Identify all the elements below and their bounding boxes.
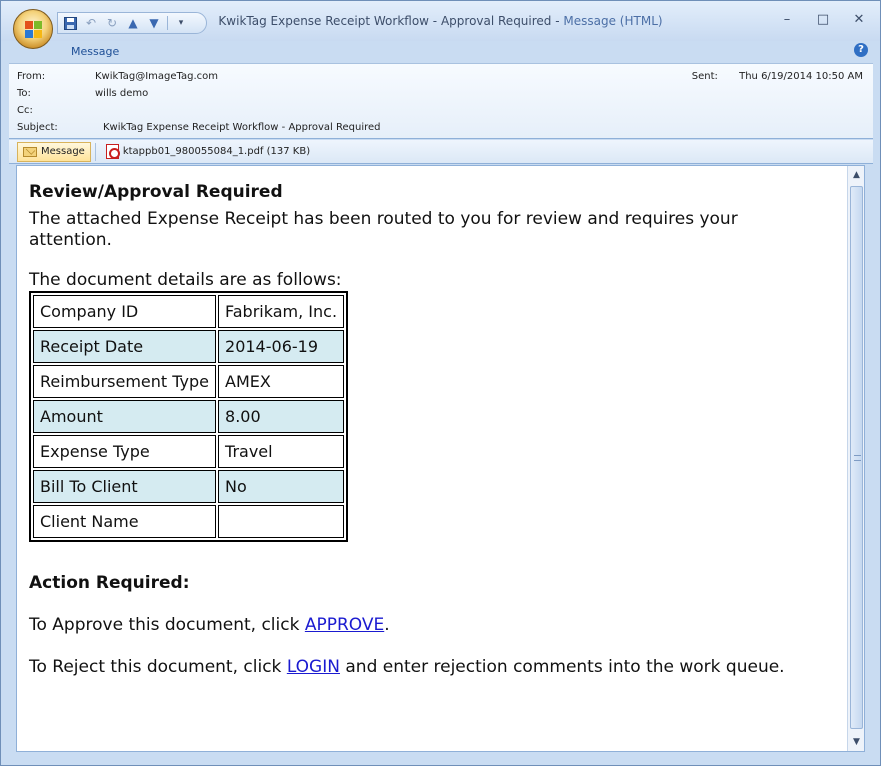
details-intro: The document details are as follows:: [29, 270, 342, 290]
ribbon-tabs: [1, 41, 880, 63]
to-label: To:: [17, 88, 31, 99]
login-link[interactable]: LOGIN: [286, 657, 340, 677]
help-icon[interactable]: ?: [854, 43, 868, 57]
envelope-icon: [23, 147, 37, 157]
detail-key: Reimbursement Type: [33, 365, 216, 398]
detail-key: Amount: [33, 400, 216, 433]
sent-info: [692, 71, 863, 82]
table-row: [33, 330, 344, 363]
save-icon[interactable]: [62, 15, 78, 31]
details-table: [29, 291, 348, 542]
window-title-app-mode: Message (HTML): [563, 14, 663, 28]
message-body-tab-label: Message: [41, 146, 85, 157]
action-heading: Action Required:: [29, 573, 190, 593]
scrollbar-thumb[interactable]: [850, 186, 863, 729]
office-logo-icon: [25, 21, 42, 38]
subject-value: KwikTag Expense Receipt Workflow - Approval Required: [103, 122, 381, 133]
message-body-tab[interactable]: [17, 142, 91, 162]
table-row: [33, 400, 344, 433]
minimize-icon[interactable]: –: [783, 12, 791, 27]
approve-line: [29, 615, 839, 635]
maximize-icon[interactable]: □: [816, 12, 830, 27]
office-button[interactable]: [13, 9, 53, 49]
tab-message[interactable]: Message: [71, 45, 120, 58]
message-body: [16, 165, 865, 752]
close-icon[interactable]: ✕: [853, 12, 865, 27]
approve-link[interactable]: APPROVE: [304, 615, 385, 635]
detail-value: No: [218, 470, 344, 503]
sent-label: Sent:: [691, 71, 718, 82]
detail-key: Expense Type: [33, 435, 216, 468]
window-title-subject: KwikTag Expense Receipt Workflow - Approval Required: [218, 14, 552, 28]
approve-suffix: .: [384, 615, 390, 635]
pdf-attachment[interactable]: [100, 142, 316, 162]
undo-icon[interactable]: ↶: [85, 16, 97, 30]
table-row: [33, 435, 344, 468]
detail-key: Client Name: [33, 505, 216, 538]
vertical-scrollbar[interactable]: [847, 166, 864, 751]
table-row: [33, 470, 344, 503]
from-value[interactable]: KwikTag@ImageTag.com: [95, 71, 219, 82]
title-bar: [1, 1, 880, 41]
qat-separator: [167, 16, 168, 30]
subject-label: Subject:: [17, 122, 58, 133]
detail-value: [218, 505, 344, 538]
table-row: [33, 365, 344, 398]
detail-value: Fabrikam, Inc.: [218, 295, 344, 328]
reject-prefix: To Reject this document, click: [29, 657, 287, 677]
scroll-grip-icon: [854, 455, 861, 461]
message-header: [9, 63, 873, 139]
previous-item-icon[interactable]: ▲: [128, 16, 138, 30]
table-row: [33, 505, 344, 538]
table-row: [33, 295, 344, 328]
detail-key: Company ID: [33, 295, 216, 328]
pdf-attachment-label: ktappb01_980055084_1.pdf (137 KB): [122, 146, 311, 157]
quick-access-toolbar: [57, 12, 207, 34]
pdf-icon: [106, 144, 119, 159]
detail-key: Bill To Client: [33, 470, 216, 503]
reject-line: [29, 657, 839, 677]
review-heading: Review/Approval Required: [29, 182, 283, 202]
intro-paragraph: The attached Expense Receipt has been routed to you for review and requires your attention.: [29, 209, 738, 250]
attachment-separator: [95, 143, 96, 161]
detail-value: 8.00: [218, 400, 344, 433]
sent-value: Thu 6/19/2014 10:50 AM: [739, 71, 863, 82]
redo-icon[interactable]: ↻: [106, 16, 118, 30]
attachment-bar: [9, 140, 873, 164]
approve-prefix: To Approve this document, click: [29, 615, 305, 635]
scroll-up-icon[interactable]: ▲: [853, 170, 860, 180]
window-controls: [778, 11, 868, 29]
next-item-icon[interactable]: ▼: [149, 16, 159, 30]
cc-label: Cc:: [17, 105, 33, 116]
from-label: From:: [17, 71, 46, 82]
detail-value: 2014-06-19: [218, 330, 344, 363]
detail-value: Travel: [218, 435, 344, 468]
customize-toolbar-icon[interactable]: ▾: [178, 18, 184, 28]
reject-suffix: and enter rejection comments into the work queue.: [339, 657, 785, 677]
window-title-separator: -: [551, 14, 564, 28]
message-content: [29, 182, 839, 677]
detail-key: Receipt Date: [33, 330, 216, 363]
detail-value: AMEX: [218, 365, 344, 398]
to-value[interactable]: wills demo: [95, 88, 149, 99]
scroll-down-icon[interactable]: ▼: [853, 737, 860, 747]
